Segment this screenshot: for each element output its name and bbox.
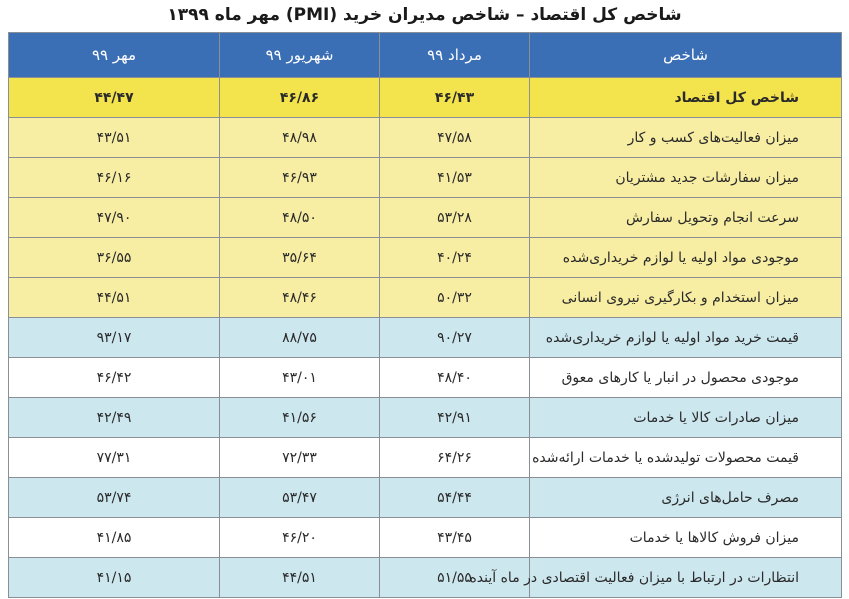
row-value-month-1: ۴۷/۵۸ bbox=[380, 118, 530, 158]
row-value-month-2: ۴۶/۸۶ bbox=[220, 78, 380, 118]
row-value-month-1: ۴۰/۲۴ bbox=[380, 238, 530, 278]
row-name: میزان فعالیت‌های کسب و کار bbox=[530, 118, 842, 158]
row-value-month-3: ۴۶/۱۶ bbox=[9, 158, 220, 198]
row-value-month-3: ۴۷/۹۰ bbox=[9, 198, 220, 238]
row-value-month-1: ۴۲/۹۱ bbox=[380, 398, 530, 438]
table-row bbox=[9, 78, 842, 118]
row-value-month-2: ۳۵/۶۴ bbox=[220, 238, 380, 278]
row-name: موجودی مواد اولیه یا لوازم خریداری‌شده bbox=[530, 238, 842, 278]
row-value-month-2: ۵۳/۴۷ bbox=[220, 478, 380, 518]
table-row bbox=[9, 118, 842, 158]
table-row bbox=[9, 518, 842, 558]
row-value-month-3: ۳۶/۵۵ bbox=[9, 238, 220, 278]
row-value-month-2: ۴۶/۲۰ bbox=[220, 518, 380, 558]
row-value-month-2: ۴۳/۰۱ bbox=[220, 358, 380, 398]
table-row bbox=[9, 158, 842, 198]
table-row bbox=[9, 198, 842, 238]
row-value-month-3: ۷۷/۳۱ bbox=[9, 438, 220, 478]
row-value-month-2: ۴۱/۵۶ bbox=[220, 398, 380, 438]
table-row bbox=[9, 558, 842, 598]
row-value-month-1: ۹۰/۲۷ bbox=[380, 318, 530, 358]
row-name: مصرف حامل‌های انرژی bbox=[530, 478, 842, 518]
row-value-month-1: ۵۰/۳۲ bbox=[380, 278, 530, 318]
table-row bbox=[9, 438, 842, 478]
row-value-month-3: ۴۲/۴۹ bbox=[9, 398, 220, 438]
row-value-month-3: ۹۳/۱۷ bbox=[9, 318, 220, 358]
row-value-month-3: ۴۴/۵۱ bbox=[9, 278, 220, 318]
row-value-month-3: ۴۱/۸۵ bbox=[9, 518, 220, 558]
row-value-month-2: ۴۶/۹۳ bbox=[220, 158, 380, 198]
page-title: شاخص کل اقتصاد – شاخص مدیران خرید (PMI) مهر ماه ۱۳۹۹ bbox=[167, 5, 682, 25]
row-value-month-1: ۴۶/۴۳ bbox=[380, 78, 530, 118]
row-value-month-3: ۴۶/۴۲ bbox=[9, 358, 220, 398]
row-value-month-3: ۴۱/۱۵ bbox=[9, 558, 220, 598]
row-name: قیمت محصولات تولیدشده یا خدمات ارائه‌شده bbox=[530, 438, 842, 478]
row-name: میزان استخدام و بکارگیری نیروی انسانی bbox=[530, 278, 842, 318]
row-value-month-1: ۵۴/۴۴ bbox=[380, 478, 530, 518]
table-row bbox=[9, 278, 842, 318]
table-row bbox=[9, 238, 842, 278]
row-name: قیمت خرید مواد اولیه یا لوازم خریداری‌شده bbox=[530, 318, 842, 358]
table-row bbox=[9, 358, 842, 398]
header-month-3: مهر ۹۹ bbox=[9, 33, 220, 78]
row-name: میزان سفارشات جدید مشتریان bbox=[530, 158, 842, 198]
row-value-month-2: ۴۸/۴۶ bbox=[220, 278, 380, 318]
row-value-month-2: ۷۲/۳۳ bbox=[220, 438, 380, 478]
row-value-month-3: ۴۴/۴۷ bbox=[9, 78, 220, 118]
pmi-table bbox=[8, 32, 842, 598]
row-value-month-2: ۴۸/۹۸ bbox=[220, 118, 380, 158]
row-value-month-1: ۵۱/۵۵ bbox=[380, 558, 530, 598]
row-name: سرعت انجام وتحویل سفارش bbox=[530, 198, 842, 238]
row-name: میزان صادرات کالا یا خدمات bbox=[530, 398, 842, 438]
header-index-name: شاخص bbox=[530, 33, 842, 78]
row-name: موجودی محصول در انبار یا کارهای معوق bbox=[530, 358, 842, 398]
row-value-month-1: ۵۳/۲۸ bbox=[380, 198, 530, 238]
row-value-month-3: ۴۳/۵۱ bbox=[9, 118, 220, 158]
row-value-month-2: ۸۸/۷۵ bbox=[220, 318, 380, 358]
row-value-month-2: ۴۸/۵۰ bbox=[220, 198, 380, 238]
table-row bbox=[9, 318, 842, 358]
row-name: انتظارات در ارتباط با میزان فعالیت اقتصادی در ماه آینده bbox=[530, 558, 842, 598]
row-value-month-1: ۶۴/۲۶ bbox=[380, 438, 530, 478]
table-row bbox=[9, 398, 842, 438]
row-value-month-3: ۵۳/۷۴ bbox=[9, 478, 220, 518]
row-value-month-2: ۴۴/۵۱ bbox=[220, 558, 380, 598]
table-header-row bbox=[9, 33, 842, 78]
row-value-month-1: ۴۳/۴۵ bbox=[380, 518, 530, 558]
header-month-2: شهریور ۹۹ bbox=[220, 33, 380, 78]
row-name: میزان فروش کالاها یا خدمات bbox=[530, 518, 842, 558]
row-value-month-1: ۴۸/۴۰ bbox=[380, 358, 530, 398]
row-name: شاخص کل اقتصاد bbox=[530, 78, 842, 118]
table-row bbox=[9, 478, 842, 518]
header-month-1: مرداد ۹۹ bbox=[380, 33, 530, 78]
row-value-month-1: ۴۱/۵۳ bbox=[380, 158, 530, 198]
